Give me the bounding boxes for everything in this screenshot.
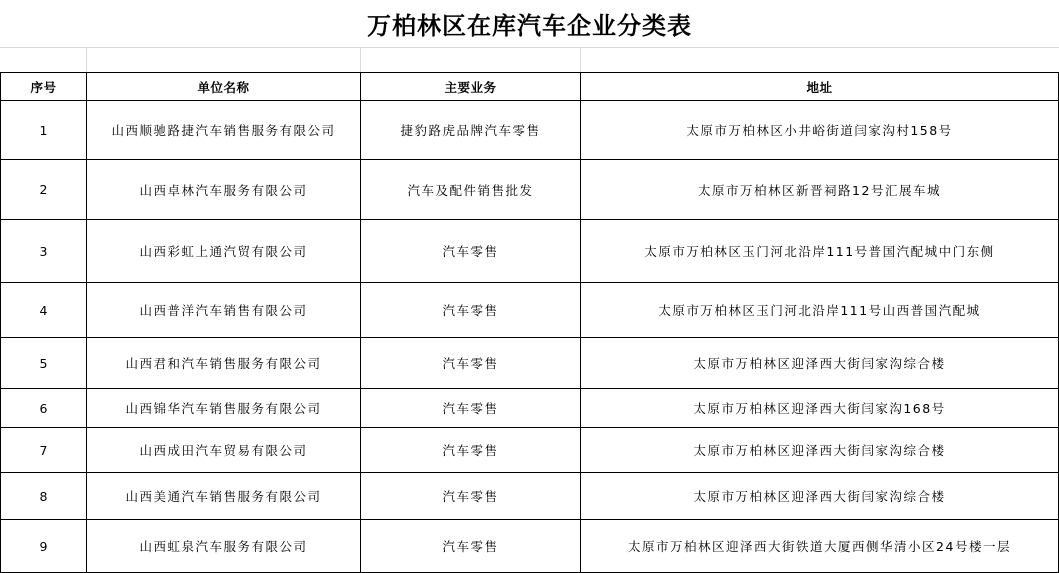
- cell-business[interactable]: 汽车零售: [361, 338, 581, 389]
- cell-business[interactable]: 汽车零售: [361, 283, 581, 338]
- gridline: [580, 47, 581, 72]
- cell-address[interactable]: 太原市万柏林区玉门河北沿岸111号普国汽配城中门东侧: [581, 220, 1059, 283]
- cell-business[interactable]: 汽车及配件销售批发: [361, 160, 581, 220]
- cell-seq[interactable]: 3: [1, 220, 87, 283]
- cell-name[interactable]: 山西普洋汽车销售有限公司: [87, 283, 361, 338]
- cell-address[interactable]: 太原市万柏林区新晋祠路12号汇展车城: [581, 160, 1059, 220]
- cell-business[interactable]: 汽车零售: [361, 389, 581, 428]
- cell-address[interactable]: 太原市万柏林区玉门河北沿岸111号山西普国汽配城: [581, 283, 1059, 338]
- cell-seq[interactable]: 4: [1, 283, 87, 338]
- header-row: [1, 73, 1059, 101]
- cell-address[interactable]: 太原市万柏林区迎泽西大街铁道大厦西侧华清小区24号楼一层: [581, 520, 1059, 573]
- enterprise-table: [0, 72, 1059, 573]
- cell-seq[interactable]: 1: [1, 101, 87, 160]
- cell-business[interactable]: 汽车零售: [361, 428, 581, 473]
- cell-seq[interactable]: 2: [1, 160, 87, 220]
- cell-name[interactable]: 山西美通汽车销售服务有限公司: [87, 473, 361, 520]
- header-business[interactable]: 主要业务: [361, 73, 581, 101]
- blank-row: [0, 47, 1059, 72]
- cell-address[interactable]: 太原市万柏林区小井峪街道闫家沟村158号: [581, 101, 1059, 160]
- cell-name[interactable]: 山西锦华汽车销售服务有限公司: [87, 389, 361, 428]
- cell-name[interactable]: 山西顺驰路捷汽车销售服务有限公司: [87, 101, 361, 160]
- sheet-title: 万柏林区在库汽车企业分类表: [367, 11, 692, 40]
- cell-seq[interactable]: 7: [1, 428, 87, 473]
- gridline: [86, 47, 87, 72]
- header-seq[interactable]: 序号: [1, 73, 87, 101]
- cell-address[interactable]: 太原市万柏林区迎泽西大街闫家沟168号: [581, 389, 1059, 428]
- cell-address[interactable]: 太原市万柏林区迎泽西大街闫家沟综合楼: [581, 338, 1059, 389]
- cell-name[interactable]: 山西成田汽车贸易有限公司: [87, 428, 361, 473]
- cell-seq[interactable]: 9: [1, 520, 87, 573]
- table-row: [1, 389, 1059, 428]
- cell-seq[interactable]: 6: [1, 389, 87, 428]
- cell-address[interactable]: 太原市万柏林区迎泽西大街闫家沟综合楼: [581, 473, 1059, 520]
- cell-name[interactable]: 山西虹泉汽车服务有限公司: [87, 520, 361, 573]
- table-row: [1, 428, 1059, 473]
- cell-address[interactable]: 太原市万柏林区迎泽西大街闫家沟综合楼: [581, 428, 1059, 473]
- table-row: [1, 338, 1059, 389]
- cell-seq[interactable]: 5: [1, 338, 87, 389]
- header-name[interactable]: 单位名称: [87, 73, 361, 101]
- cell-business[interactable]: 汽车零售: [361, 520, 581, 573]
- cell-business[interactable]: 汽车零售: [361, 473, 581, 520]
- header-address[interactable]: 地址: [581, 73, 1059, 101]
- table-row: [1, 473, 1059, 520]
- cell-seq[interactable]: 8: [1, 473, 87, 520]
- cell-name[interactable]: 山西卓林汽车服务有限公司: [87, 160, 361, 220]
- table-row: [1, 220, 1059, 283]
- table-row: [1, 160, 1059, 220]
- cell-name[interactable]: 山西彩虹上通汽贸有限公司: [87, 220, 361, 283]
- table-row: [1, 283, 1059, 338]
- cell-name[interactable]: 山西君和汽车销售服务有限公司: [87, 338, 361, 389]
- table-row: [1, 520, 1059, 573]
- cell-business[interactable]: 捷豹路虎品牌汽车零售: [361, 101, 581, 160]
- table-row: [1, 101, 1059, 160]
- cell-business[interactable]: 汽车零售: [361, 220, 581, 283]
- gridline: [360, 47, 361, 72]
